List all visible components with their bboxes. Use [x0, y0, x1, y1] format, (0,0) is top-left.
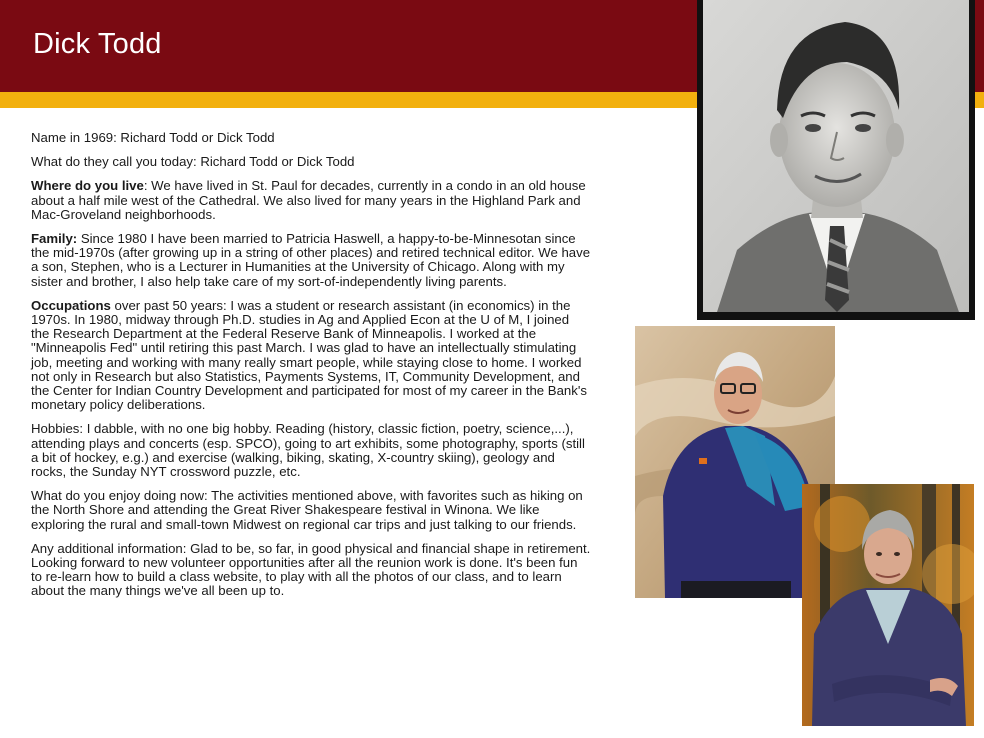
name-1969-line: Name in 1969: Richard Todd or Dick Todd	[31, 130, 275, 145]
family-paragraph	[31, 232, 591, 289]
occupations-paragraph	[31, 299, 591, 413]
enjoy-paragraph: What do you enjoy doing now: The activities mentioned above, with favorites such as hiking on the North Shore and attending the Great River Shakespeare festival in Winona. We like exploring the rural and small-town Midwest on regional car trips and just talking to our friends.	[31, 488, 583, 532]
occupations-label: Occupations	[31, 297, 111, 313]
additional-paragraph: Any additional information: Glad to be, so far, in good physical and financial shape in retirement. Looking forward to new volunteer opportunities after all the reunion work is done. It's been fun to re-learn how to build a class website, to play with all the photos of our class, and to learn about the many things we've all been up to.	[31, 540, 591, 599]
family-label: Family:	[31, 231, 78, 247]
yearbook-photo	[697, 0, 975, 320]
recent-photo-woman	[802, 484, 974, 726]
where-paragraph	[31, 179, 591, 222]
where-label: Where do you live	[31, 178, 144, 194]
family-text: Since 1980 I have been married to Patricia Haswell, a happy-to-be-Minnesotan since the mid-1970s (after growing up in a string of other places) and retired technical editor. We have a son, Stephen, who is a Lecturer in Humanities at the University of Chicago. Along with my sister and brother, I also help take care of my sort-of-independently living parents.	[31, 231, 591, 289]
page-title: Dick Todd	[33, 28, 162, 60]
occupations-text: over past 50 years: I was a student or research assistant (in economics) in the 1970s. In 1980, midway through Ph.D. studies in Ag and Applied Econ at the U of M, I joined the Research Department at the Federal Reserve Bank of Minneapolis. I worked at the "Minneapolis Fed" until retiring this past March. I was glad to have an intellectually stimulating job, meeting and working with many really smart people, while staying close to home. I worked not only in Research but also Statistics, Payments Systems, IT, Community Development, and the Center for Indian Country Development and participated for most of my career in the Bank's monetary policy deliberations.	[31, 297, 587, 413]
where-text: : We have lived in St. Paul for decades, currently in a condo in an old house about a half mile west of the Cathedral. We also lived for many years in the Highland Park and Mac-Groveland neighborhoods.	[31, 178, 586, 222]
called-today-line: What do they call you today: Richard Todd or Dick Todd	[31, 154, 355, 170]
bio-content	[31, 131, 591, 609]
hobbies-paragraph: Hobbies: I dabble, with no one big hobby. Reading (history, classic fiction, poetry, science,...), attending plays and concerts (esp. SPCO), going to art exhibits, some photography, sports (still a bit of hockey, e.g.) and exercise (walking, biking, skating, X-country skiing), geology and rocks, the Sunday NYT crossword puzzle, etc.	[31, 421, 585, 480]
